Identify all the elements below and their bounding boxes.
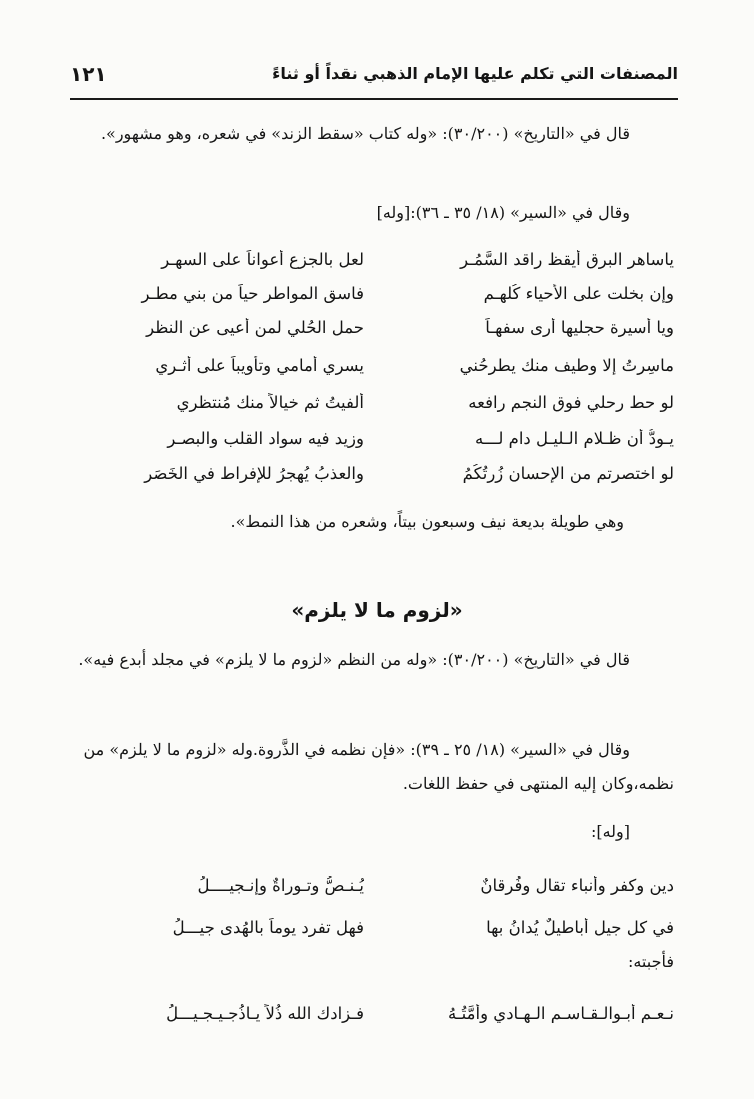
verse-row [74, 876, 674, 910]
verse-first-hemistich: لو حط رحلي فوق النجم رافعه [468, 393, 674, 412]
verse-first-hemistich: ويا أسيرة حجليها أرى سفهـاً [485, 318, 674, 337]
page-header [70, 58, 678, 100]
verse-second-hemistich: يسري أمامي وتأويباً على أثـري [155, 356, 364, 375]
verse-first-hemistich: وإن بخلت على الأحياء كُلهـم [483, 284, 674, 303]
quote-tarikh-saqt-al-zand: قال في «التاريخ» (٣٠/٢٠٠): «وله كتاب «سقط الزند» في شعره، وهو مشهور». [100, 124, 630, 143]
verse-second-hemistich: فهل تفرد يوماً بالهُدى جيـــلُ [172, 918, 364, 937]
verse-second-hemistich: فاسق المواطر حياً من بني مطـرِ [141, 284, 364, 303]
verse-second-hemistich: يُـنـصُّ وتـوراةٌ وإنـجيــــلُ [197, 876, 364, 895]
verse-row [74, 318, 674, 352]
verse-first-hemistich: دين وكفر وأنباء تقال وفُرقانٌ [480, 876, 674, 895]
running-title: المصنفات التي تكلم عليها الإمام الذهبي نقداً أو ثناءً [272, 64, 678, 83]
verse-row [74, 464, 674, 498]
verse-row [74, 356, 674, 390]
label-wa-lahu: [وله]: [590, 822, 630, 841]
verse-row [74, 250, 674, 284]
verse-second-hemistich: لعل بالجزع أعواناً على السهـرِ [161, 250, 364, 269]
verse-second-hemistich: حمل الحُلي لمن أعيى عن النظرِ [146, 318, 364, 337]
verse-row [74, 429, 674, 463]
verse-row [74, 1004, 674, 1038]
verse-row [74, 284, 674, 318]
verse-row [74, 393, 674, 427]
verse-second-hemistich: والعذبُ يُهجرُ للإفراط في الخَصَر [144, 464, 364, 483]
verse-first-hemistich: في كل جيل أباطيلٌ يُدانُ بها [486, 918, 674, 937]
verse-first-hemistich: ماسِرتُ إلا وطيف منك يطرحُني [459, 356, 674, 375]
verse-row [74, 918, 674, 952]
page-number: ١٢١ [70, 62, 107, 86]
verse-second-hemistich: وزيد فيه سواد القلب والبصـر [167, 429, 364, 448]
closing-remark: وهي طويلة بديعة نيف وسبعون بيتاً، وشعره من هذا النمط». [230, 512, 624, 531]
verse-second-hemistich: فـزادك الله ذُلاً يـاذُجـيـجـيـــلُ [166, 1004, 364, 1023]
verse-first-hemistich: ياساهر البرق أيقظ راقد السَّمُـرِ [460, 250, 674, 269]
quote-siyar-intro: وقال في «السير» (١٨/ ٣٥ ـ ٣٦):[وله] [376, 203, 630, 222]
verse-first-hemistich: يـودُّ أن ظـلام الـليـل دام لـــه [475, 429, 674, 448]
quote-tarikh-luzum: قال في «التاريخ» (٣٠/٢٠٠): «وله من النظم «لزوم ما لا يلزم» في مجلد أبدع فيه». [78, 650, 630, 669]
label-ajabtuhu: فأجبته: [627, 952, 674, 971]
quote-siyar-luzum: وقال في «السير» (١٨/ ٢٥ ـ ٣٩): «فإن نظمه في الذَّروة.وله «لزوم ما لا يلزم» من نظمه،وكان إليه المنتهى في حفظ اللغات. [83, 740, 674, 793]
verse-second-hemistich: ألفيتُ ثم خيالاً منك مُنتظري [176, 393, 364, 412]
verse-first-hemistich: نـعـم أبـوالـقـاسـم الـهـادي وأُمَّتُـهُ [448, 1004, 674, 1023]
verse-first-hemistich: لو اختصرتم من الإحسان زُرتُكُمُ [462, 464, 674, 483]
section-title: «لزوم ما لا يلزم» [291, 598, 463, 622]
